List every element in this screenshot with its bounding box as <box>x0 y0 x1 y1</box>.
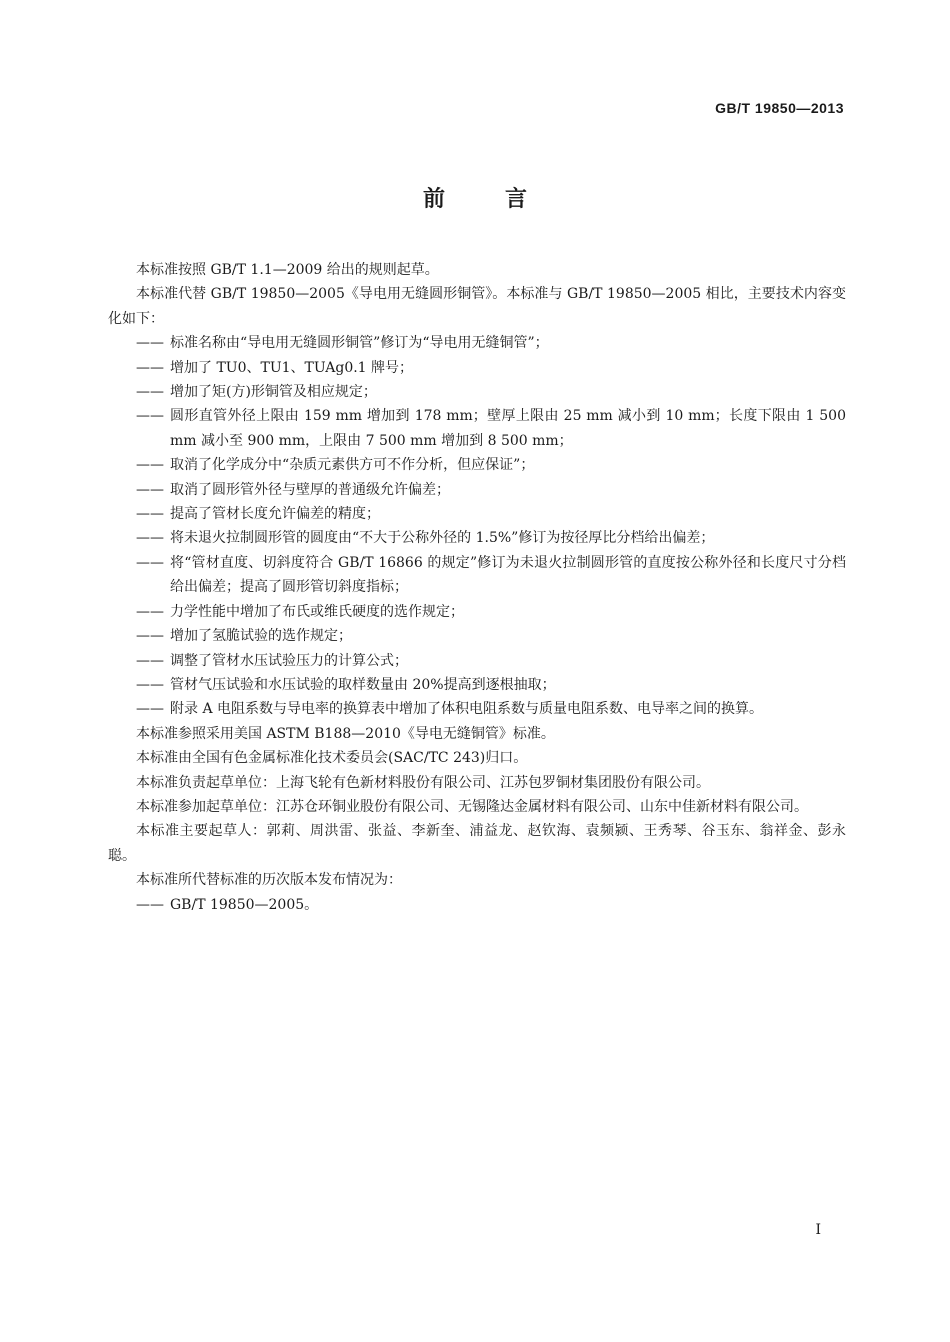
list-item <box>108 453 846 477</box>
list-item <box>108 600 846 624</box>
dash-marker: —— <box>136 506 164 523</box>
list-item <box>108 526 846 550</box>
standard-code: GB/T 19850—2013 <box>715 100 844 116</box>
list-item <box>108 380 846 404</box>
list-item-text: 调整了管材水压试验压力的计算公式； <box>170 652 408 669</box>
list-item-text: 标准名称由“导电用无缝圆形铜管”修订为“导电用无缝铜管”； <box>170 335 549 352</box>
list-item <box>108 673 846 697</box>
list-item-text: 将“管材直度、切斜度符合 GB/T 16866 的规定”修订为未退火拉制圆形管的直度按公称外径和长度尺寸分档给出偏差；提高了圆形管切斜度指标； <box>170 554 846 596</box>
list-item <box>108 624 846 648</box>
list-item-text: 增加了矩(方)形铜管及相应规定； <box>170 384 377 401</box>
list-item-text: 力学性能中增加了布氏或维氏硬度的选作规定； <box>170 603 464 620</box>
list-item <box>108 502 846 526</box>
dash-marker: —— <box>136 652 164 669</box>
history-item <box>108 893 846 917</box>
dash-marker: —— <box>136 384 164 401</box>
dash-marker: —— <box>136 408 164 425</box>
list-item <box>108 697 846 721</box>
list-item-text: 增加了 TU0、TU1、TUAg0.1 牌号； <box>170 359 414 376</box>
list-item-text: 附录 A 电阻系数与导电率的换算表中增加了体积电阻系数与质量电阻系数、电导率之间的换算。 <box>170 701 764 718</box>
dash-marker: —— <box>136 701 164 718</box>
dash-marker: —— <box>136 481 164 498</box>
dash-marker: —— <box>136 628 164 645</box>
list-item <box>108 551 846 600</box>
paragraph-replacement: 本标准代替 GB/T 19850—2005《导电用无缝圆形铜管》。本标准与 GB/T 19850—2005 相比，主要技术内容变化如下： <box>108 286 846 327</box>
list-item-text: 圆形直管外径上限由 159 mm 增加到 178 mm；壁厚上限由 25 mm 减小到 10 mm；长度下限由 1 500 mm 减小至 900 mm，上限由 7 500 mm 增加到 8 500 mm； <box>170 408 846 449</box>
list-item-text: 取消了圆形管外径与壁厚的普通级允许偏差； <box>170 481 450 498</box>
list-item <box>108 649 846 673</box>
list-item <box>108 356 846 380</box>
paragraph-lead-drafter: 本标准负责起草单位：上海飞轮有色新材料股份有限公司、江苏包罗铜材集团股份有限公司。 <box>136 774 710 791</box>
page-title: 前言 <box>422 187 587 212</box>
dash-marker: —— <box>136 896 164 913</box>
dash-marker: —— <box>136 457 164 474</box>
paragraph-drafting-rule: 本标准按照 GB/T 1.1—2009 给出的规则起草。 <box>136 262 439 278</box>
list-item-text: 管材气压试验和水压试验的取样数量由 20%提高到逐根抽取； <box>170 676 556 693</box>
list-item <box>108 331 846 355</box>
paragraph-main-drafters: 本标准主要起草人：郭莉、周洪雷、张益、李新奎、浦益龙、赵钦海、袁频颍、王秀琴、谷玉东、翁祥金、彭永聪。 <box>108 823 846 864</box>
dash-marker: —— <box>136 676 164 693</box>
paragraph-reference: 本标准参照采用美国 ASTM B188—2010《导电无缝铜管》标准。 <box>136 725 555 742</box>
paragraph-committee: 本标准由全国有色金属标准化技术委员会(SAC/TC 243)归口。 <box>136 750 528 767</box>
list-item-text: 取消了化学成分中“杂质元素供方可不作分析，但应保证”； <box>170 457 535 474</box>
list-item <box>108 478 846 502</box>
list-item-text: 将未退火拉制圆形管的圆度由“不大于公称外径的 1.5%”修订为按径厚比分档给出偏差； <box>170 530 715 547</box>
dash-marker: —— <box>136 359 164 376</box>
document-body <box>108 258 846 917</box>
dash-marker: —— <box>136 530 164 547</box>
page-number: I <box>815 1222 821 1238</box>
list-item-text: 增加了氢脆试验的选作规定； <box>170 628 352 645</box>
dash-marker: —— <box>136 603 164 620</box>
list-item-text: 提高了管材长度允许偏差的精度； <box>170 506 380 523</box>
paragraph-participating-drafters: 本标准参加起草单位：江苏仓环铜业股份有限公司、无锡隆达金属材料有限公司、山东中佳新材料有限公司。 <box>136 798 808 815</box>
dash-marker: —— <box>136 335 164 352</box>
list-item <box>108 404 846 453</box>
dash-marker: —— <box>136 554 164 571</box>
paragraph-history-intro: 本标准所代替标准的历次版本发布情况为： <box>136 872 402 889</box>
history-item-text: GB/T 19850—2005。 <box>170 896 319 913</box>
